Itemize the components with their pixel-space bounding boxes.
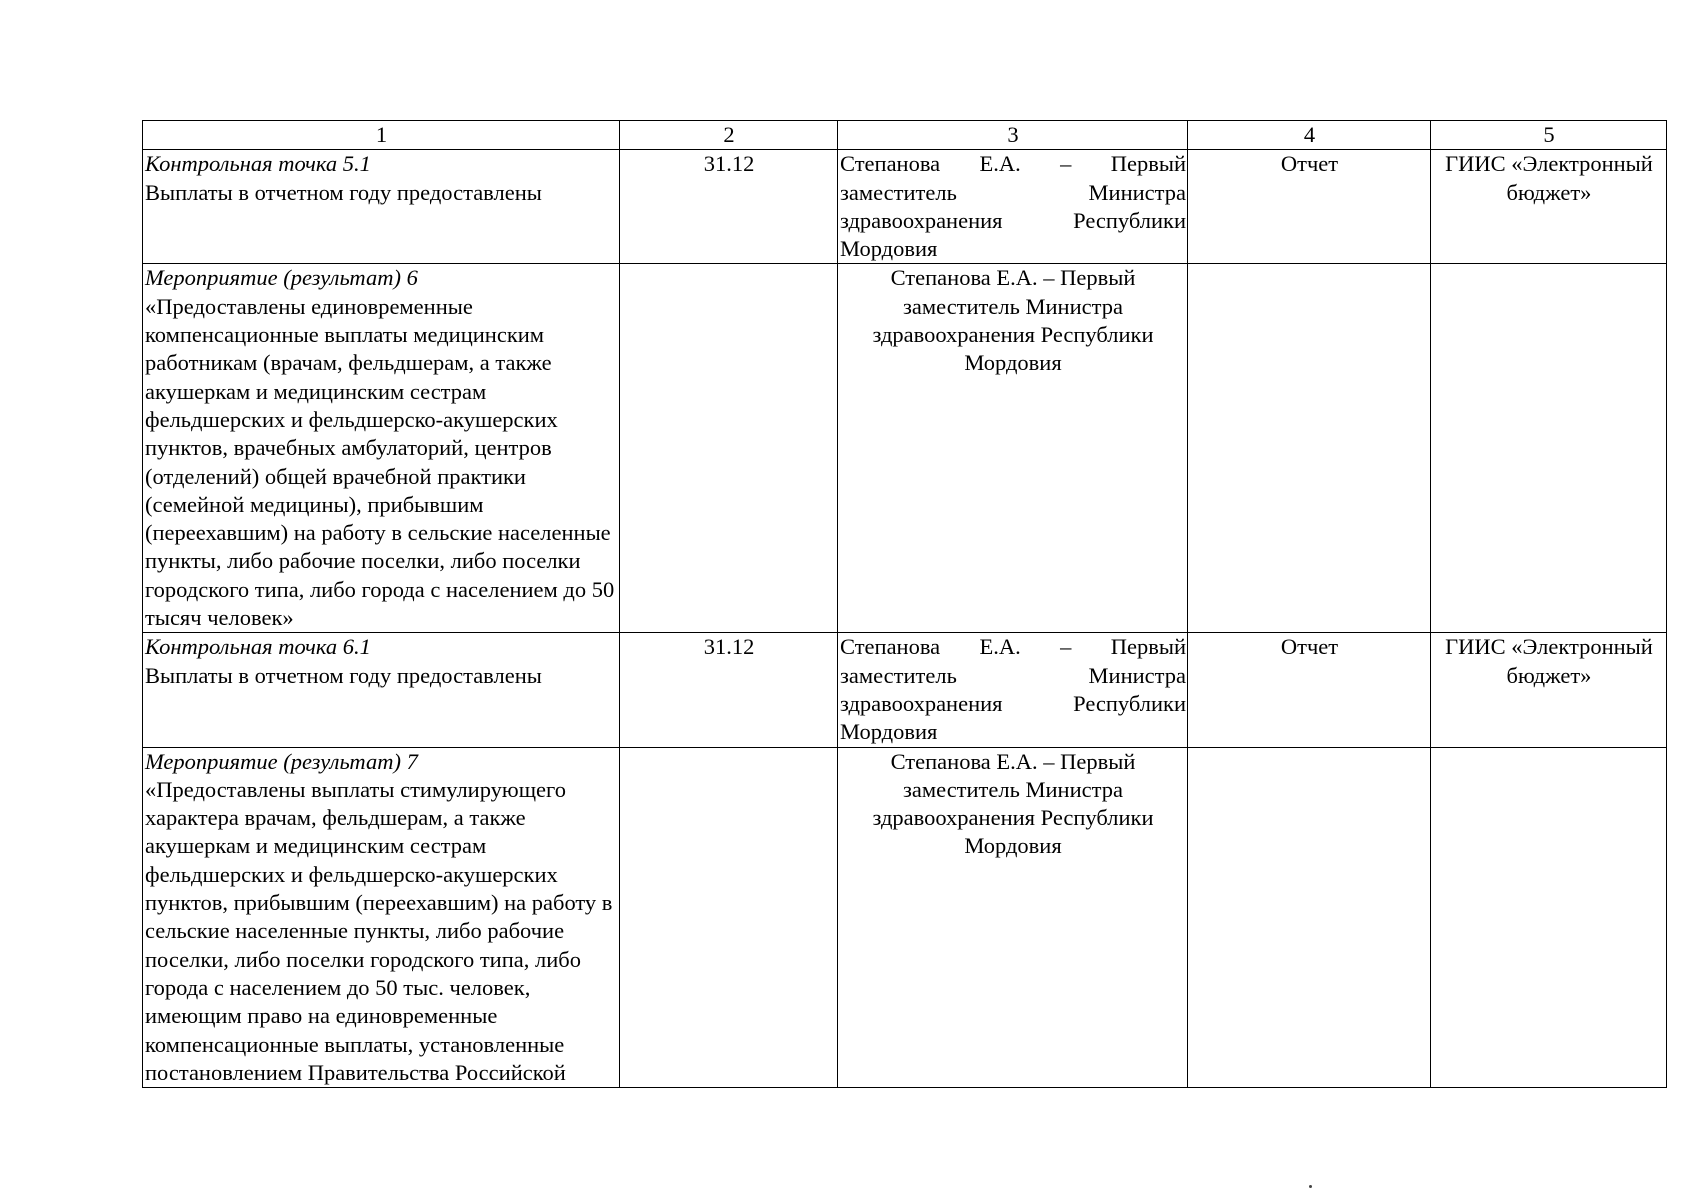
responsible-text: Степанова Е.А. – Первый заместитель Министра здравоохранения Республики Мордовия (872, 748, 1154, 859)
table-header-row (143, 121, 1667, 150)
row-label: Контрольная точка 5.1 (145, 151, 371, 177)
column-number-5: 5 (1431, 121, 1667, 150)
task-cell (143, 150, 620, 264)
document-cell: Отчет (1188, 150, 1431, 264)
responsible-cell (838, 150, 1188, 264)
row-text: Выплаты в отчетном году предоставлены (145, 662, 542, 688)
responsible-cell (838, 264, 1188, 633)
responsible-cell (838, 633, 1188, 747)
responsible-text: Степанова Е.А. – Первый заместитель Министра здравоохранения Республики Мордовия (840, 634, 1186, 745)
plan-table (142, 120, 1667, 1088)
system-cell: ГИИС «Электронный бюджет» (1431, 150, 1667, 264)
date-cell (620, 264, 838, 633)
responsible-text: Степанова Е.А. – Первый заместитель Министра здравоохранения Республики Мордовия (840, 151, 1186, 262)
table-row (143, 264, 1667, 633)
task-cell (143, 264, 620, 633)
row-text: «Предоставлены выплаты стимулирующего характера врачам, фельдшерам, а также акушеркам и медицинским сестрам фельдшерских и фельдшерско-акушерских пунктов, прибывшим (переехавшим) на работу в сельские населенные пункты, либо рабочие поселки, либо поселки городского типа, либо города с населением до 50 тыс. человек, имеющим право на единовременные компенсационные выплаты, установленные постановлением Правительства Российской (145, 776, 613, 1085)
task-cell (143, 747, 620, 1088)
date-cell (620, 747, 838, 1088)
responsible-cell (838, 747, 1188, 1088)
date-cell: 31.12 (620, 150, 838, 264)
responsible-text: Степанова Е.А. – Первый заместитель Министра здравоохранения Республики Мордовия (872, 265, 1154, 376)
column-number-1: 1 (143, 121, 620, 150)
row-text: «Предоставлены единовременные компенсационные выплаты медицинским работникам (врачам, фельдшерам, а также акушеркам и медицинским сестрам фельдшерских и фельдшерско-акушерских пунктов, врачебных амбулаторий, центров (отделений) общей врачебной практики (семейной медицины), прибывшим (переехавшим) на работу в сельские населенные пункты, либо рабочие поселки, либо поселки городского типа, либо города с населением до 50 тысяч человек» (145, 293, 615, 631)
date-cell: 31.12 (620, 633, 838, 747)
table-row (143, 150, 1667, 264)
row-text: Выплаты в отчетном году предоставлены (145, 179, 542, 205)
system-cell: ГИИС «Электронный бюджет» (1431, 633, 1667, 747)
table-row (143, 747, 1667, 1088)
system-cell (1431, 264, 1667, 633)
column-number-2: 2 (620, 121, 838, 150)
system-cell (1431, 747, 1667, 1088)
column-number-4: 4 (1188, 121, 1431, 150)
document-cell (1188, 264, 1431, 633)
row-label: Контрольная точка 6.1 (145, 634, 371, 660)
table-row (143, 633, 1667, 747)
document-cell (1188, 747, 1431, 1088)
row-label: Мероприятие (результат) 6 (145, 265, 418, 291)
scan-speck (1309, 1185, 1312, 1188)
row-label: Мероприятие (результат) 7 (145, 748, 418, 774)
document-cell: Отчет (1188, 633, 1431, 747)
column-number-3: 3 (838, 121, 1188, 150)
task-cell (143, 633, 620, 747)
